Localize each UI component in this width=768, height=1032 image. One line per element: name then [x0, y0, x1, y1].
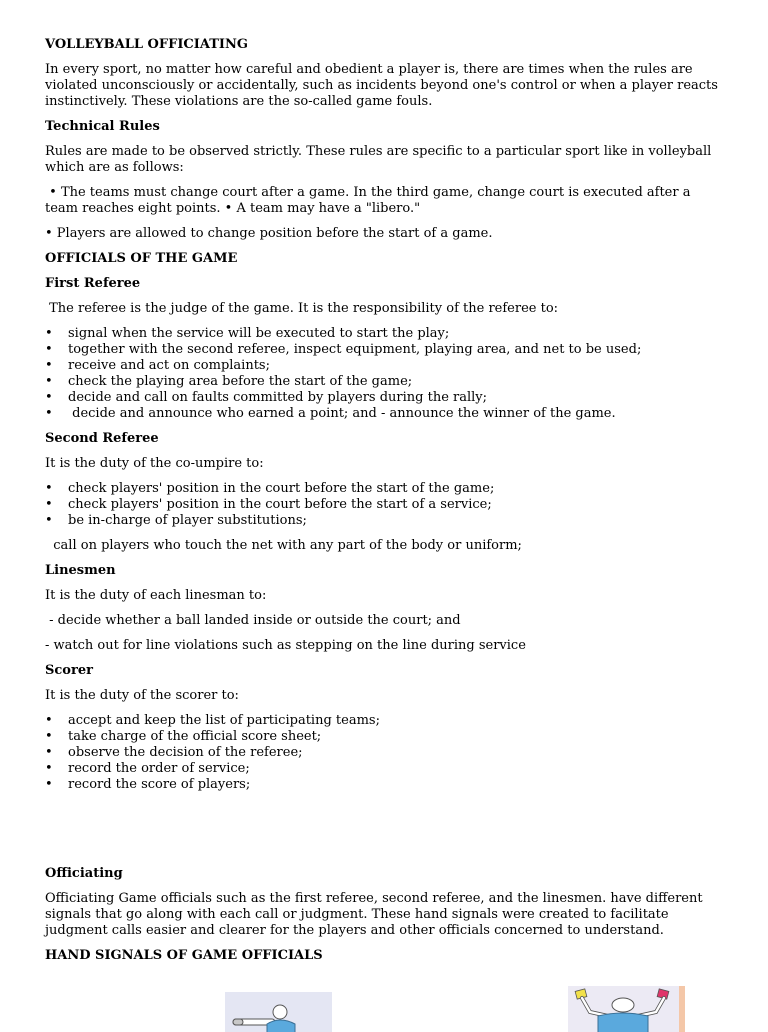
blank-space: [45, 802, 725, 866]
referee-cards-figure: [568, 986, 685, 1032]
list-item: • observe the decision of the referee;: [45, 745, 725, 761]
linesmen-text: It is the duty of each linesman to:: [45, 588, 267, 603]
list-item: • record the order of service;: [45, 761, 725, 777]
technical-rules-line-1: • The teams must change court after a game. In the third game, change court is executed after a team reaches eight points. • A team may have a "libero.": [45, 185, 695, 216]
first-referee-heading: First Referee: [45, 276, 141, 291]
first-referee-text: The referee is the judge of the game. It is the responsibility of the referee to:: [45, 301, 559, 316]
second-referee-heading: Second Referee: [45, 431, 159, 446]
second-referee-list: [45, 481, 725, 529]
scorer-heading: Scorer: [45, 663, 93, 678]
list-item: • check players' position in the court before the start of the game;: [45, 481, 725, 497]
technical-rules-text: Rules are made to be observed strictly. These rules are specific to a particular sport like in volleyball which are as follows:: [45, 144, 712, 175]
list-item: • be in-charge of player substitutions;: [45, 513, 725, 529]
list-item: • record the score of players;: [45, 777, 725, 793]
linesmen-line-1: - decide whether a ball landed inside or outside the court; and: [45, 613, 461, 628]
technical-rules-heading: Technical Rules: [45, 119, 160, 134]
hand-signal-image-cards: [568, 986, 685, 1032]
list-item: • decide and call on faults committed by players during the rally;: [45, 390, 725, 406]
officiating-heading: Officiating: [45, 866, 123, 881]
officiating-text: Officiating Game officials such as the first referee, second referee, and the linesmen. have different signals that go along with each call or judgment. These hand signals were created to facilitate judgment calls easier and clearer for the players and other officials concerned to understand.: [45, 891, 703, 938]
document-page: [45, 37, 725, 973]
scorer-list: [45, 713, 725, 793]
list-item: • decide and announce who earned a point; and - announce the winner of the game.: [45, 406, 725, 422]
scorer-text: It is the duty of the scorer to:: [45, 688, 239, 703]
list-item: • take charge of the official score sheet;: [45, 729, 725, 745]
second-referee-text: It is the duty of the co-umpire to:: [45, 456, 264, 471]
list-item: • accept and keep the list of participating teams;: [45, 713, 725, 729]
technical-rules-line-2: • Players are allowed to change position before the start of a game.: [45, 226, 493, 241]
second-referee-extra: call on players who touch the net with any part of the body or uniform;: [45, 538, 522, 553]
linesmen-line-2: - watch out for line violations such as stepping on the line during service: [45, 638, 526, 653]
list-item: • together with the second referee, inspect equipment, playing area, and net to be used;: [45, 342, 725, 358]
linesmen-heading: Linesmen: [45, 563, 116, 578]
hand-signal-image-pointing: [225, 992, 332, 1032]
list-item: • check the playing area before the start of the game;: [45, 374, 725, 390]
list-item: • check players' position in the court before the start of a service;: [45, 497, 725, 513]
officials-heading: OFFICIALS OF THE GAME: [45, 251, 238, 266]
hand-signals-heading: HAND SIGNALS OF GAME OFFICIALS: [45, 948, 323, 963]
referee-pointing-figure: [225, 992, 332, 1032]
first-referee-list: [45, 326, 725, 422]
intro-paragraph: In every sport, no matter how careful and obedient a player is, there are times when the rules are violated unconsciously or accidentally, such as incidents beyond one's control or when a player reacts instinctively. These violations are the so-called game fouls.: [45, 62, 718, 109]
document-title: VOLLEYBALL OFFICIATING: [45, 37, 248, 52]
list-item: • receive and act on complaints;: [45, 358, 725, 374]
list-item: • signal when the service will be executed to start the play;: [45, 326, 725, 342]
